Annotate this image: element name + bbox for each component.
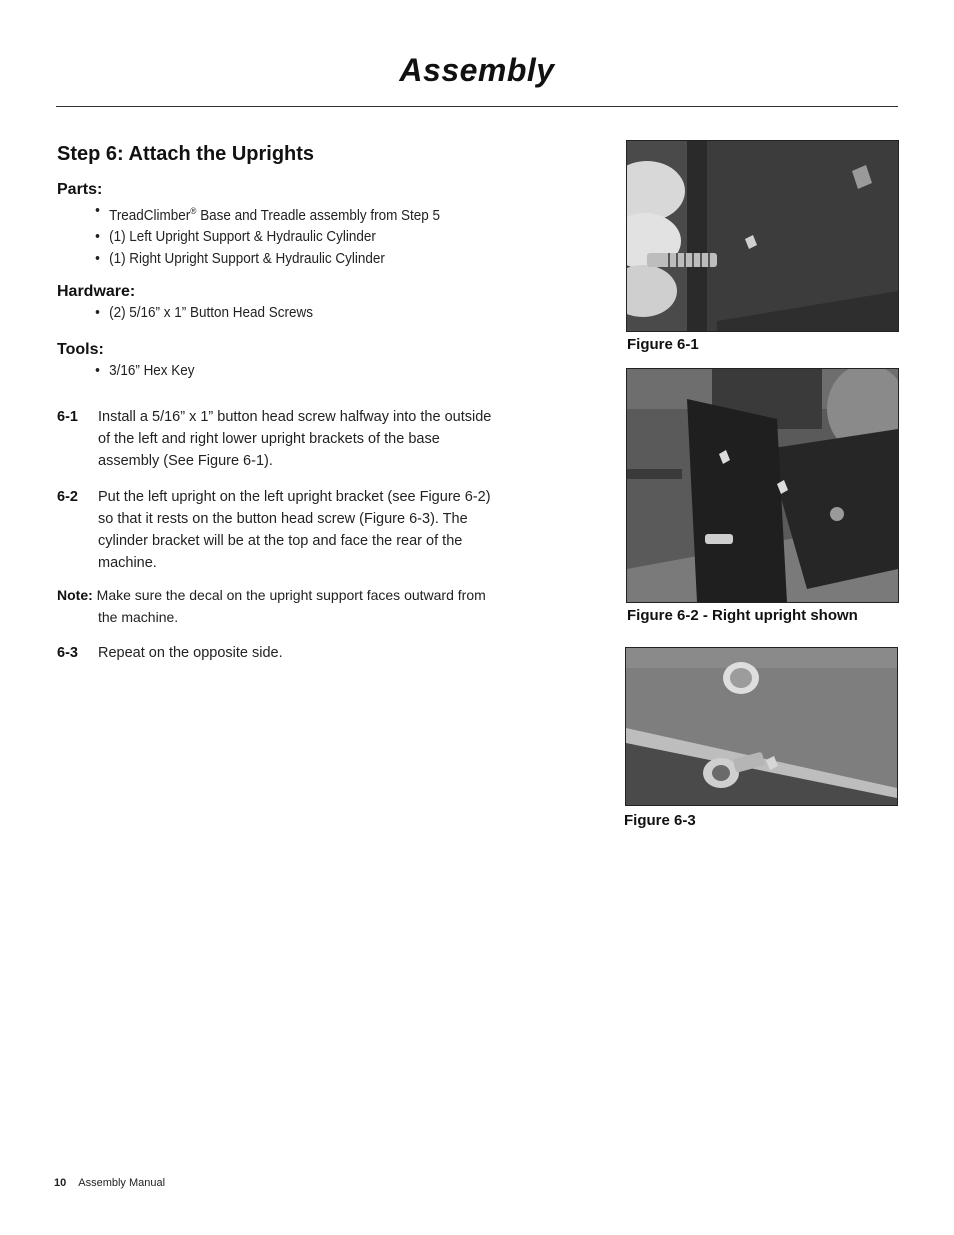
tools-section — [57, 341, 205, 383]
figure-6-1-caption: Figure 6-1 — [627, 336, 699, 353]
instruction-6-1 — [57, 406, 507, 472]
note-text: Make sure the decal on the upright support faces outward from — [92, 587, 486, 603]
footer-label: Assembly Manual — [78, 1177, 166, 1189]
page-number: 10 — [54, 1177, 67, 1189]
note-text-continued: the machine. — [98, 609, 179, 625]
hardware-heading: Hardware: — [57, 283, 136, 300]
tools-list — [57, 361, 205, 383]
page-title: Assembly — [399, 52, 555, 88]
figure-6-3-caption: Figure 6-3 — [624, 812, 696, 829]
note-block — [57, 584, 512, 628]
hardware-item: • (2) 5/16” x 1” Button Head Screws — [57, 303, 313, 325]
instruction-number: 6-2 — [57, 489, 78, 505]
instruction-6-3 — [57, 642, 507, 664]
tools-heading: Tools: — [57, 341, 104, 358]
title-divider — [56, 106, 898, 107]
note-label: Note: — [57, 587, 93, 603]
parts-heading: Parts: — [57, 181, 103, 198]
instruction-number: 6-3 — [57, 645, 78, 661]
page-footer — [54, 1177, 165, 1189]
figure-6-2-caption: Figure 6-2 - Right upright shown — [627, 607, 858, 624]
parts-item: • (1) Left Upright Support & Hydraulic Cylinder — [57, 227, 440, 249]
tools-item: • 3/16” Hex Key — [57, 361, 195, 383]
instruction-number: 6-1 — [57, 409, 78, 425]
parts-section — [57, 181, 469, 270]
parts-item: • TreadClimber® Base and Treadle assembly from Step 5 — [57, 201, 440, 227]
hardware-section — [57, 283, 332, 325]
instruction-6-2 — [57, 486, 512, 574]
hardware-list — [57, 303, 332, 325]
instruction-text: Repeat on the opposite side. — [98, 645, 283, 661]
figure-6-1-photo — [626, 140, 899, 332]
parts-item: • (1) Right Upright Support & Hydraulic Cylinder — [57, 249, 440, 271]
instruction-text: Install a 5/16” x 1” button head screw halfway into the outside of the left and right lower upright brackets of the base assembly (See Figure 6-1). — [98, 409, 492, 469]
parts-list — [57, 201, 469, 270]
figure-6-3-photo — [625, 647, 898, 806]
step-heading: Step 6: Attach the Uprights — [57, 143, 315, 165]
instruction-text: Put the left upright on the left upright bracket (see Figure 6-2) so that it rests on the button head screw (Figure 6-3). The cylinder bracket will be at the top and face the rear of the machine. — [98, 489, 491, 571]
figure-6-2-photo — [626, 368, 899, 603]
